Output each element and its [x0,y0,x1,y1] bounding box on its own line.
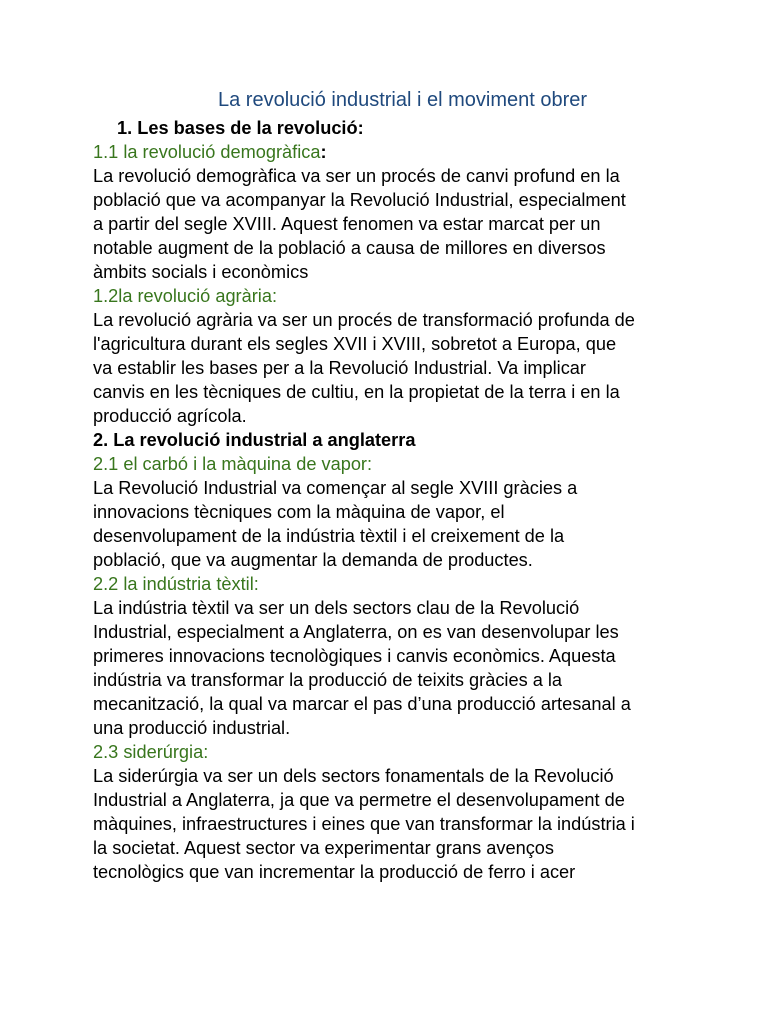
paragraph-line: població que va acompanyar la Revolució Industrial, especialment [93,190,626,210]
paragraph-2-3 [93,764,693,884]
subsection-heading-1-1 [93,140,693,164]
document-body [93,116,693,884]
paragraph-line: La siderúrgia va ser un dels sectors fonamentals de la Revolució [93,766,614,786]
paragraph-line: primeres innovacions tecnològiques i canvis econòmics. Aquesta [93,646,616,666]
paragraph-line: La revolució demogràfica va ser un procés de canvi profund en la [93,166,620,186]
paragraph-line: canvis en les tècniques de cultiu, en la propietat de la terra i en la [93,382,620,402]
paragraph-line: indústria va transformar la producció de teixits gràcies a la [93,670,563,690]
subsection-heading-1-1-text: 1.1 la revolució demogràfica [93,142,321,162]
section-heading-2: 2. La revolució industrial a anglaterra [93,430,416,450]
paragraph-line: una producció industrial. [93,718,291,738]
paragraph-line: desenvolupament de la indústria tèxtil i el creixement de la [93,526,565,546]
paragraph-line: màquines, infraestructures i eines que van transformar la indústria i [93,814,635,834]
paragraph-1-1 [93,164,693,284]
paragraph-line: tecnològics que van incrementar la producció de ferro i acer [93,862,576,882]
section-heading-1: 1. Les bases de la revolució: [117,118,364,138]
paragraph-line: va establir les bases per a la Revolució Industrial. Va implicar [93,358,586,378]
subsection-heading-1-2: 1.2la revolució agrària: [93,286,277,306]
subsection-heading-2-3: 2.3 siderúrgia: [93,742,209,762]
paragraph-line: producció agrícola. [93,406,247,426]
paragraph-line: La indústria tèxtil va ser un dels sectors clau de la Revolució [93,598,580,618]
paragraph-2-1 [93,476,693,572]
paragraph-line: àmbits socials i econòmics [93,262,309,282]
paragraph-line: innovacions tècniques com la màquina de vapor, el [93,502,505,522]
paragraph-line: Industrial a Anglaterra, ja que va permetre el desenvolupament de [93,790,625,810]
document-title: La revolució industrial i el moviment obrer [218,89,588,111]
paragraph-line: població, que va augmentar la demanda de productes. [93,550,533,570]
paragraph-1-2 [93,308,693,428]
paragraph-line: a partir del segle XVIII. Aquest fenomen va estar marcat per un [93,214,601,234]
subsection-heading-2-1: 2.1 el carbó i la màquina de vapor: [93,454,373,474]
paragraph-line: la societat. Aquest sector va experimentar grans avenços [93,838,554,858]
paragraph-line: Industrial, especialment a Anglaterra, on es van desenvolupar les [93,622,619,642]
paragraph-line: notable augment de la població a causa de millores en diversos [93,238,606,258]
paragraph-2-2 [93,596,693,740]
subsection-heading-1-1-colon: : [320,142,327,162]
paragraph-line: La revolució agrària va ser un procés de transformació profunda de [93,310,635,330]
paragraph-line: La Revolució Industrial va començar al segle XVIII gràcies a [93,478,578,498]
paragraph-line: mecanització, la qual va marcar el pas d’una producció artesanal a [93,694,631,714]
subsection-heading-2-2: 2.2 la indústria tèxtil: [93,574,259,594]
paragraph-line: l'agricultura durant els segles XVII i XVIII, sobretot a Europa, que [93,334,617,354]
